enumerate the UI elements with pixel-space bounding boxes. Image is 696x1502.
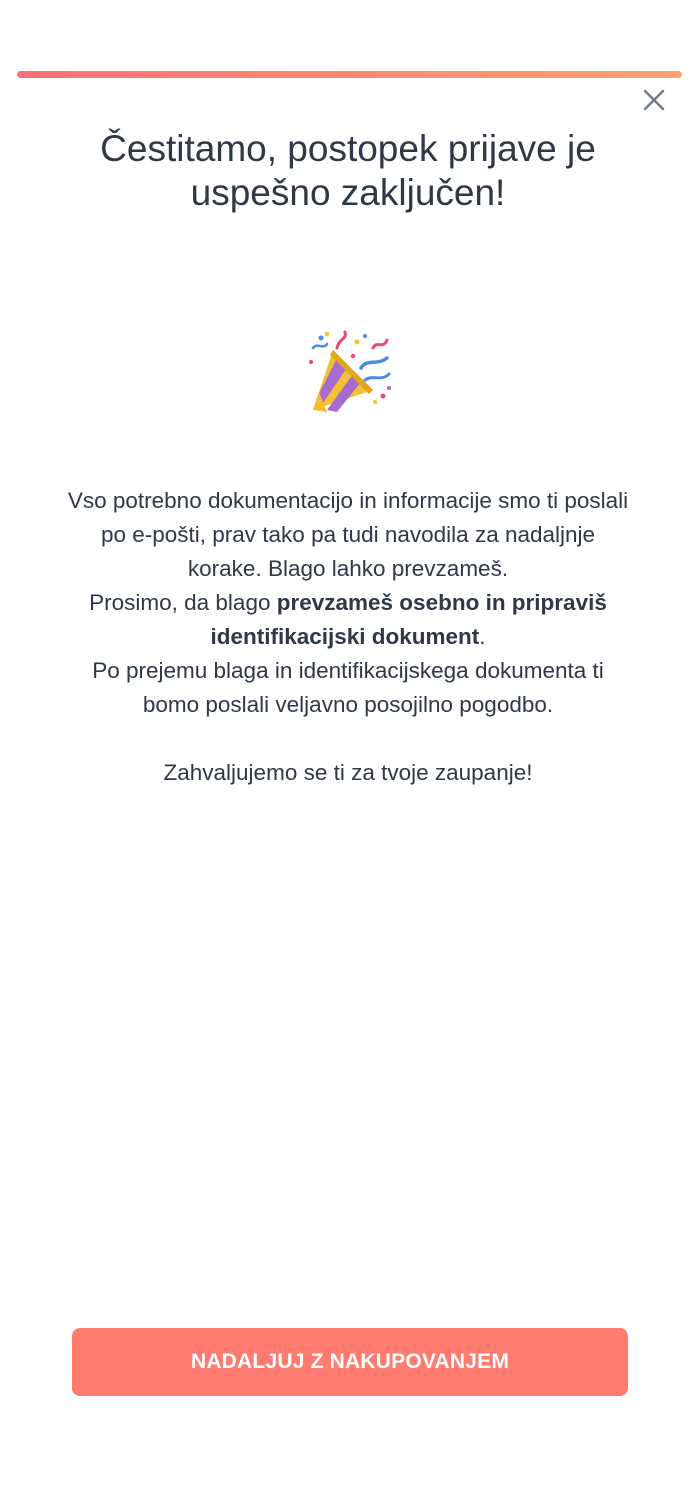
close-button[interactable]	[636, 82, 672, 118]
message-pickup-emphasis: prevzameš osebno in pripraviš identifikacijski dokument	[210, 590, 607, 649]
confirmation-message	[64, 484, 632, 722]
message-paragraph-documents: Vso potrebno dokumentacijo in informacije smo ti poslali po e-pošti, prav tako pa tudi navodila za nadaljnje korake. Blago lahko prevzameš.	[67, 488, 629, 581]
progress-bar	[17, 71, 682, 78]
thanks-message: Zahvaljujemo se ti za tvoje zaupanje!	[163, 760, 533, 785]
close-icon	[643, 89, 665, 111]
message-pickup-suffix: .	[479, 624, 486, 649]
message-pickup-prefix: Prosimo, da blago	[89, 590, 277, 615]
message-paragraph-pickup	[64, 586, 632, 654]
message-paragraph-contract: Po prejemu blaga in identifikacijskega dokumenta ti bomo poslali veljavno posojilno pogodbo.	[92, 658, 604, 717]
party-popper-icon	[303, 328, 395, 414]
page-title: Čestitamo, postopek prijave je uspešno zaključen!	[100, 128, 596, 213]
continue-shopping-button[interactable]: NADALJUJ Z NAKUPOVANJEM	[72, 1328, 628, 1396]
